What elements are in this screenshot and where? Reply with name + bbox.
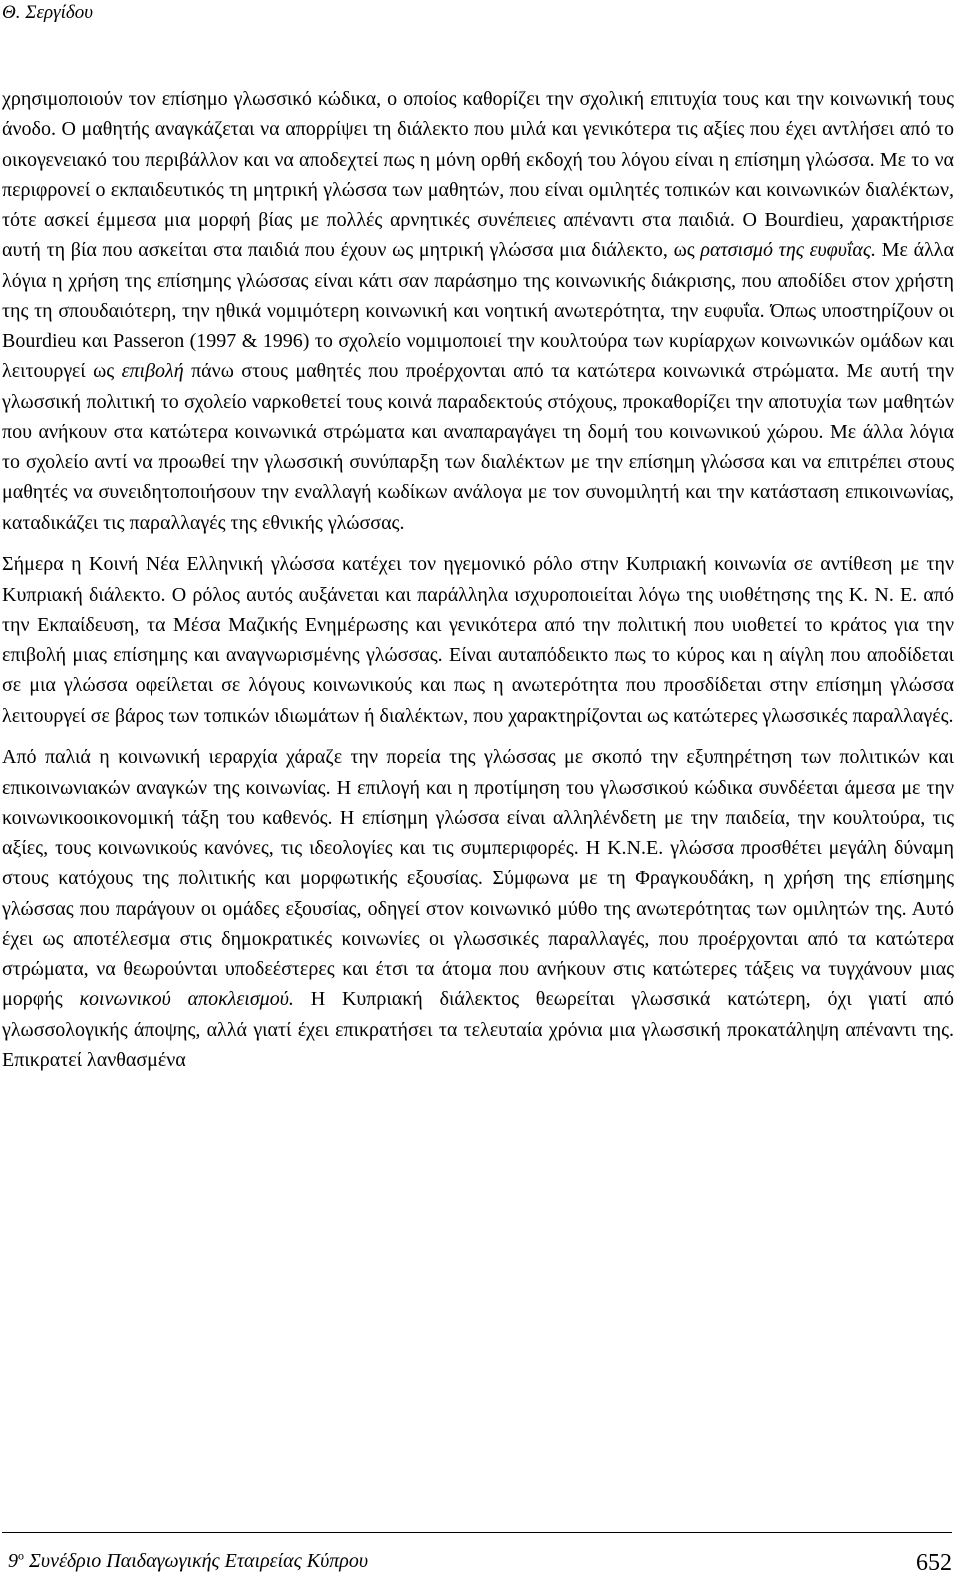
emphasis-text: ρατσισμό της ευφυΐας.: [700, 239, 877, 262]
paragraph-2: [2, 549, 954, 731]
emphasis-text: επιβολή: [121, 360, 184, 383]
emphasis-text: κοινωνικού αποκλεισμού.: [79, 988, 294, 1011]
paragraph-text: Με άλλα λόγια η χρήση της επίσημης γλώσσας είναι κάτι σαν παράσημο της κοινωνικής διάκρισης, που αποδίδει στον χρήστη της τη σπουδαιότερη, την ηθικά νομιμότερη κοινωνική και νοητική ανωτερότητα, την ευφυΐα. Όπως υποστηρίζουν οι Bourdieu και Passeron (1997 & 1996) το σχολείο νομιμοποιεί την κουλτούρα των κυρίαρχων κοινωνικών ομάδων και λειτουργεί ως: [2, 239, 954, 383]
page-number: 652: [916, 1550, 952, 1576]
paragraph-text: πάνω στους μαθητές που προέρχονται από τα κατώτερα κοινωνικά στρώματα. Με αυτή την γλωσσική πολιτική το σχολείο ναρκοθετεί τους κοινά παραδεκτούς στόχους, προκαθορίζει την αποτυχία των μαθητών που ανήκουν στα κατώτερα κοινωνικά στρώματα και αναπαραγάγει τη δομή του κοινωνικού χώρου. Με άλλα λόγια το σχολείο αντί να προωθεί την γλωσσική συνύπαρξη των διαλέκτων με την επίσημη γλώσσα και να επιτρέπει στους μαθητές να συνειδητοποιήσουν την εναλλαγή κωδίκων ανάλογα με τον συνομιλητή και την κατάσταση επικοινωνίας, καταδικάζει τις παραλλαγές της εθνικής γλώσσας.: [2, 360, 954, 534]
conference-title: [8, 1549, 368, 1573]
conference-number: 9: [8, 1550, 18, 1572]
paragraph-1: [2, 84, 954, 538]
paragraph-text: χρησιμοποιούν τον επίσημο γλωσσικό κώδικα, ο οποίος καθορίζει την σχολική επιτυχία τους και την κοινωνική τους άνοδο. Ο μαθητής αναγκάζεται να απορρίψει τη διάλεκτο που μιλά και γενικότερα τις αξίες που έχει αντλήσει από το οικογενειακό του περιβάλλον και να αποδεχτεί πως η μόνη ορθή εκδοχή του λόγου είναι η επίσημη γλώσσα. Με το να περιφρονεί ο εκπαιδευτικός τη μητρική γλώσσα των μαθητών, που είναι ομιλητές τοπικών και κοινωνικών διαλέκτων, τότε ασκεί έμμεσα μια μορφή βίας με πολλές αρνητικές συνέπειες απέναντι στα παιδιά. Ο Bourdieu, χαρακτήρισε αυτή τη βία που ασκείται στα παιδιά που έχουν ως μητρική γλώσσα μια διάλεκτο, ως: [2, 88, 954, 262]
ordinal-superscript: ο: [18, 1548, 24, 1563]
conference-name: Συνέδριο Παιδαγωγικής Εταιρείας Κύπρου: [24, 1550, 369, 1572]
paragraph-text: Από παλιά η κοινωνική ιεραρχία χάραζε την πορεία της γλώσσας με σκοπό την εξυπηρέτηση των πολιτικών και επικοινωνιακών αναγκών της κοινωνίας. Η επιλογή και η προτίμηση του γλωσσικού κώδικα συνδέεται άμεσα με την κοινωνικοοικονομική τάξη του καθενός. Η επίσημη γλώσσα είναι αλληλένδετη με την παιδεία, την κουλτούρα, τις αξίες, τους κοινωνικούς κανόνες, τις ιδεολογίες και τις συμπεριφορές. Η Κ.Ν.Ε. γλώσσα προσθέτει μεγάλη δύναμη στους κατόχους της πολιτικής και μορφωτικής εξουσίας. Σύμφωνα με τη Φραγκουδάκη, η χρήση της επίσημης γλώσσας που παράγουν οι ομάδες εξουσίας, οδηγεί στον κοινωνικό μύθο της ανωτερότητας των ομιλητών της. Αυτό έχει ως αποτέλεσμα στις δημοκρατικές κοινωνίες οι γλωσσικές παραλλαγές, που προέρχονται από τα κατώτερα στρώματα, να θεωρούνται υποδεέστερες και έτσι τα άτομα που ανήκουν στις κατώτερες τάξεις να τυγχάνουν μιας μορφής: [2, 746, 954, 1011]
paragraph-3: [2, 742, 954, 1075]
page-footer: [2, 1532, 952, 1576]
paragraph-text: Η Κυπριακή διάλεκτος θεωρείται γλωσσικά κατώτερη, όχι γιατί από γλωσσολογικής άποψης, αλλά γιατί έχει επικρατήσει τα τελευταία χρόνια μια γλωσσική προκατάληψη απέναντι της. Επικρατεί λανθασμένα: [2, 988, 955, 1071]
running-header-author: Θ. Σεργίδου: [2, 2, 93, 23]
document-body: [2, 84, 954, 1075]
paragraph-text: Σήμερα η Κοινή Νέα Ελληνική γλώσσα κατέχει τον ηγεμονικό ρόλο στην Κυπριακή κοινωνία σε αντίθεση με την Κυπριακή διάλεκτο. Ο ρόλος αυτός αυξάνεται και παράλληλα ισχυροποιείται λόγω της υιοθέτησης της Κ. Ν. Ε. από την Εκπαίδευση, τα Μέσα Μαζικής Ενημέρωσης και γενικότερα από την πολιτική που υιοθετεί το κράτος για την επιβολή μιας επίσημης και αναγνωρισμένης γλώσσας. Είναι αυταπόδεικτο πως το κύρος και η αίγλη που αποδίδεται σε μια γλώσσα οφείλεται σε λόγους κοινωνικούς και πως η ανωτερότητα που προσδίδεται στην επίσημη γλώσσα λειτουργεί σε βάρος των τοπικών ιδιωμάτων ή διαλέκτων, που χαρακτηρίζονται ως κατώτερες γλωσσικές παραλλαγές.: [2, 553, 954, 727]
